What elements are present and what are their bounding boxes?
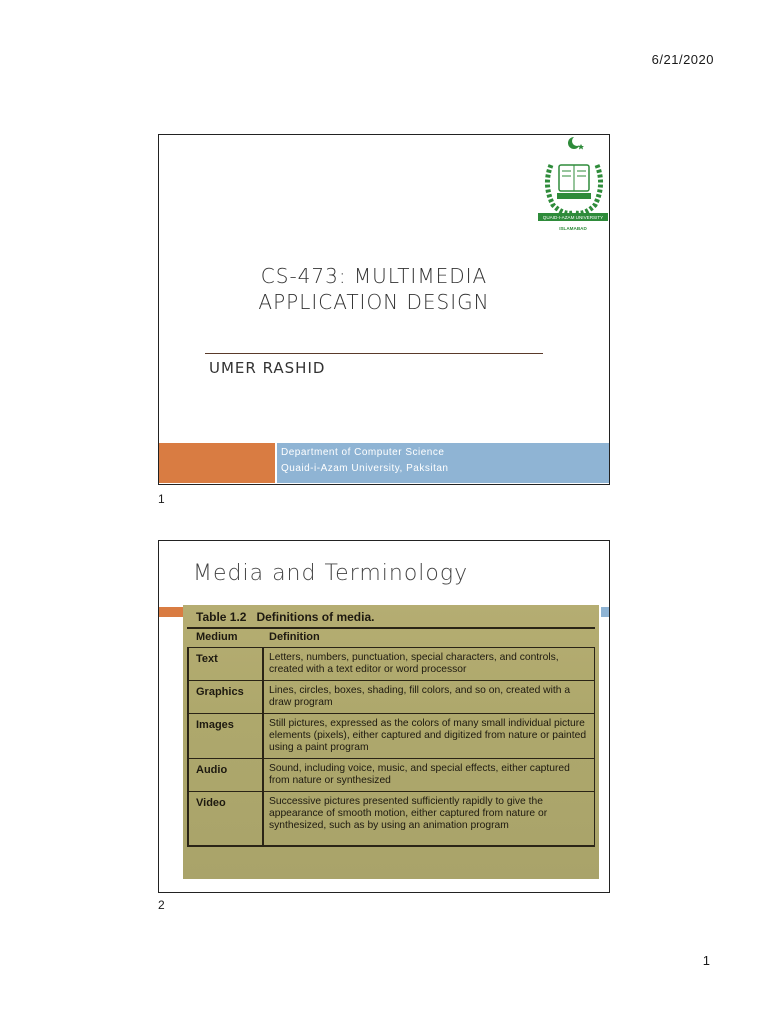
table-body — [187, 647, 595, 836]
university-name: Quaid-i-Azam University, Paksitan — [281, 463, 449, 474]
table-bottom-rule — [187, 845, 595, 847]
table-row — [187, 680, 595, 713]
slide-number-1: 1 — [158, 492, 165, 506]
table-row — [187, 791, 595, 836]
definition-cell: Lines, circles, boxes, shading, fill colors, and so on, created with a draw program — [269, 685, 571, 708]
slide-number-2: 2 — [158, 898, 165, 912]
definition-cell: Sound, including voice, music, and special effects, either captured from nature or synthesized — [269, 763, 570, 786]
definition-cell: Still pictures, expressed as the colors of many small individual picture elements (pixels), either captured and digitized from nature or painted using a paint program — [269, 718, 587, 753]
slide-2 — [158, 540, 610, 893]
table-caption — [196, 610, 374, 624]
table-row — [187, 758, 595, 791]
orange-accent-block — [159, 443, 275, 483]
medium-cell: Text — [196, 653, 218, 665]
university-seal-logo — [537, 135, 609, 235]
document-date: 6/21/2020 — [651, 52, 714, 67]
seal-city-text: ISLAMABAD — [559, 226, 587, 231]
title-divider — [205, 353, 543, 354]
definition-cell: Letters, numbers, punctuation, special characters, and controls, created with a text editor or word processor — [269, 652, 559, 675]
table-caption-label: Table 1.2 — [196, 610, 247, 624]
table-row — [187, 713, 595, 758]
seal-ribbon-text: QUAID-I-AZAM UNIVERSITY — [542, 215, 604, 220]
medium-cell: Video — [196, 797, 226, 809]
medium-cell: Audio — [196, 764, 228, 776]
department-name: Department of Computer Science — [281, 447, 445, 458]
medium-cell: Graphics — [196, 686, 244, 698]
slide-1 — [158, 134, 610, 485]
slide-title: Media and Terminology — [193, 561, 469, 586]
header-definition: Definition — [269, 631, 320, 643]
blue-accent-bar — [601, 607, 609, 617]
page-number: 1 — [702, 953, 710, 968]
author-name: UMER RASHID — [209, 359, 326, 377]
table-row — [187, 647, 595, 680]
medium-cell: Images — [196, 719, 234, 731]
header-medium: Medium — [196, 631, 238, 643]
definition-cell: Successive pictures presented sufficiently rapidly to give the appearance of smooth motion, either captured from nature or synthesized, such as by using an animation program — [269, 796, 548, 831]
orange-accent-bar — [159, 607, 183, 617]
course-title: CS-473: MULTIMEDIA APPLICATION DESIGN — [258, 264, 490, 314]
table-caption-text: Definitions of media. — [256, 610, 375, 624]
table-header — [196, 631, 596, 643]
table-header-rule — [187, 627, 595, 629]
media-definitions-table — [183, 605, 599, 879]
